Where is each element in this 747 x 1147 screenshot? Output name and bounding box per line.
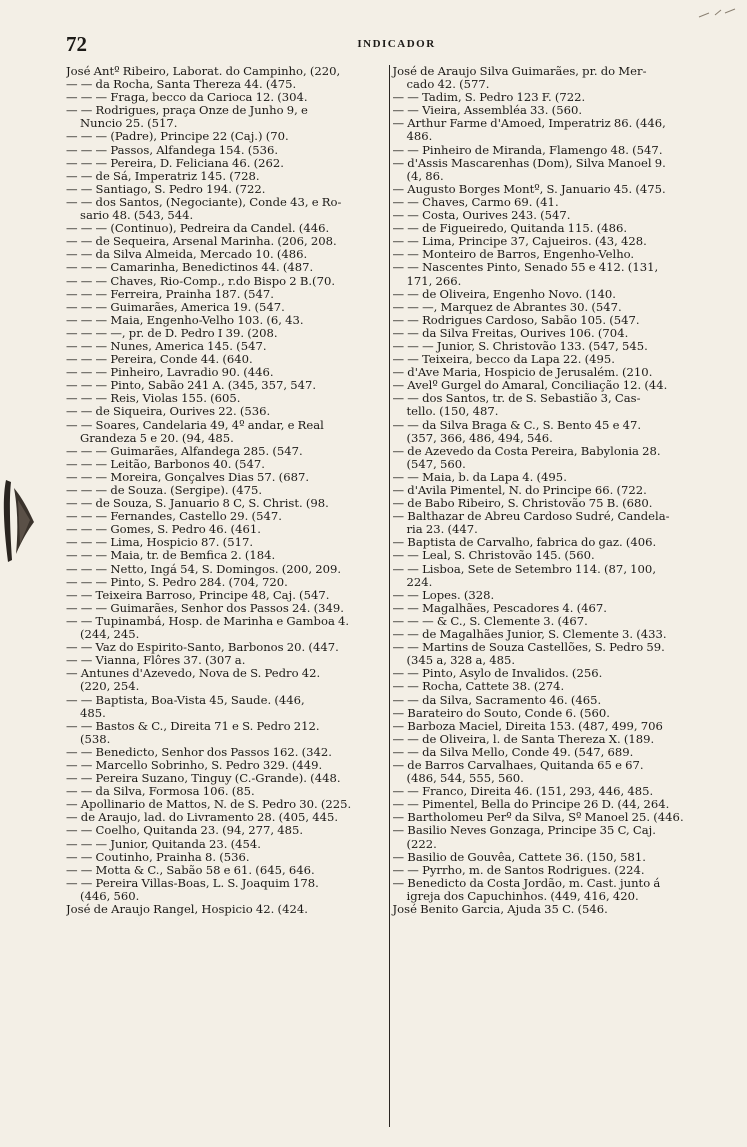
directory-entry: — — de Sequeira, Arsenal Marinha. (206, 208. <box>66 234 337 249</box>
directory-entry: — — Pereira Suzano, Tinguy (C.-Grande). (448. <box>66 771 341 786</box>
directory-entry: — — Vaz do Espirito-Santo, Barbonos 20. (447. <box>66 640 339 655</box>
directory-entry: — — Costa, Ourives 243. (547. <box>392 208 571 223</box>
directory-entry: — — Lopes. (328. <box>392 587 495 602</box>
directory-entry: José Benito Garcia, Ajuda 35 C. (546. <box>392 902 608 916</box>
directory-entry: — — de Souza, S. Januario 8 C, S. Christ. (98. <box>66 496 329 511</box>
directory-entry: 485. <box>80 705 106 720</box>
directory-entry: — — — Pinto, S. Pedro 284. (704, 720. <box>66 574 288 589</box>
directory-entry: — — Rodrigues Cardoso, Sabão 105. (547. <box>392 312 640 327</box>
directory-entry: cado 42. (577. <box>406 77 490 92</box>
directory-entry: (222. <box>406 836 437 851</box>
directory-entry: — — — Fernandes, Castello 29. (547. <box>66 509 282 524</box>
directory-entry: — — da Silva Braga & C., S. Bento 45 e 47. <box>392 417 642 432</box>
page-header <box>66 32 727 58</box>
directory-columns <box>66 65 740 1135</box>
directory-entry: (4, 86. <box>406 168 444 183</box>
directory-entry: — d'Ave Maria, Hospicio de Jerusalém. (210. <box>392 365 653 380</box>
directory-entry: — — — Ferreira, Prainha 187. (547. <box>66 286 274 301</box>
directory-entry: — — — Chaves, Rio-Comp., r.do Bispo 2 B.(70. <box>66 273 336 288</box>
directory-entry: — Baptista de Carvalho, fabrica do gaz. (406. <box>392 535 657 550</box>
directory-entry: — — Coutinho, Prainha 8. (536. <box>66 849 250 864</box>
directory-entry: — — — (Padre), Principe 22 (Caj.) (70. <box>66 129 289 144</box>
directory-entry: — — — Maia, Engenho-Velho 103. (6, 43. <box>66 312 304 327</box>
directory-entry: (244, 245. <box>80 627 140 642</box>
directory-entry: — — de Oliveira, l. de Santa Thereza X. (189. <box>392 731 655 746</box>
directory-entry: — Apollinario de Mattos, N. de S. Pedro 30. (225. <box>66 797 352 812</box>
page-corner-scuff <box>697 6 737 20</box>
directory-entry: — — Pinto, Asylo de Invalidos. (256. <box>392 666 603 681</box>
directory-entry: — — Vianna, Flôres 37. (307 a. <box>66 653 246 668</box>
directory-entry: — — Coelho, Quitanda 23. (94, 277, 485. <box>66 823 304 838</box>
directory-entry: — — de Oliveira, Engenho Novo. (140. <box>392 286 616 301</box>
right-column <box>390 65 740 1135</box>
directory-entry: (538. <box>80 731 111 746</box>
directory-entry: — — Rocha, Cattete 38. (274. <box>392 679 565 694</box>
directory-entry: — — da Silva Almeida, Mercado 10. (486. <box>66 247 308 262</box>
directory-entry: — — Bastos & C., Direita 71 e S. Pedro 212. <box>66 718 320 733</box>
directory-entry: — — Soares, Candelaria 49, 4º andar, e Real <box>66 417 324 432</box>
directory-entry: José de Araujo Silva Guimarães, pr. do Mer- <box>392 65 647 78</box>
directory-entry: — — Tadim, S. Pedro 123 F. (722. <box>392 90 586 105</box>
directory-entry: — — — Junior, S. Christovão 133. (547, 545. <box>392 338 648 353</box>
directory-entry: Grandeza 5 e 20. (94, 485. <box>80 430 234 445</box>
directory-entry: (345 a, 328 a, 485. <box>406 653 516 668</box>
running-head: INDICADOR <box>357 38 436 50</box>
directory-entry: — — de Sá, Imperatriz 145. (728. <box>66 168 260 183</box>
directory-entry: — Basilio Neves Gonzaga, Principe 35 C, Caj. <box>392 823 656 838</box>
directory-entry: tello. (150, 487. <box>406 404 499 419</box>
directory-entry: — — Tupinambá, Hosp. de Marinha e Gamboa 4. <box>66 613 350 628</box>
directory-entry: igreja dos Capuchinhos. (449, 416, 420. <box>406 888 639 903</box>
directory-entry: 486. <box>406 129 433 144</box>
ink-blot-mark <box>0 470 40 570</box>
directory-entry: — — Pyrrho, m. de Santos Rodrigues. (224. <box>392 862 645 877</box>
directory-entry: — d'Assis Mascarenhas (Dom), Silva Manoel 9. <box>392 155 666 170</box>
directory-entry: — — dos Santos, (Negociante), Conde 43, e Ro- <box>66 194 342 209</box>
directory-entry: — — da Rocha, Santa Thereza 44. (475. <box>66 77 297 92</box>
directory-entry: — — Magalhães, Pescadores 4. (467. <box>392 600 607 615</box>
directory-entry: — — — Pereira, Conde 44. (640. <box>66 352 253 367</box>
directory-entry: — — de Magalhães Junior, S. Clemente 3. (433. <box>392 627 667 642</box>
directory-entry: — — Teixeira, becco da Lapa 22. (495. <box>392 352 615 367</box>
directory-entry: — — da Silva, Sacramento 46. (465. <box>392 692 602 707</box>
directory-entry: — — Teixeira Barroso, Principe 48, Caj. (547. <box>66 587 330 602</box>
directory-entry: — — — Junior, Quitanda 23. (454. <box>66 836 261 851</box>
directory-entry: — — Pereira Villas-Boas, L. S. Joaquim 178. <box>66 875 319 890</box>
directory-entry: — — Pimentel, Bella do Principe 26 D. (44, 264. <box>392 797 670 812</box>
page-number: 72 <box>66 32 87 56</box>
directory-entry: — — — Leitão, Barbonos 40. (547. <box>66 456 265 471</box>
directory-entry: — — Nascentes Pinto, Senado 55 e 412. (131, <box>392 260 659 275</box>
directory-entry: — — — Guimarães, Alfandega 285. (547. <box>66 443 303 458</box>
directory-entry: — — — —, pr. de D. Pedro I 39. (208. <box>66 325 278 340</box>
directory-entry: — — — Camarinha, Benedictinos 44. (487. <box>66 260 314 275</box>
directory-entry: sario 48. (543, 544. <box>80 208 194 223</box>
directory-entry: — — Marcello Sobrinho, S. Pedro 329. (449. <box>66 757 323 772</box>
directory-entry: — — — Moreira, Gonçalves Dias 57. (687. <box>66 469 310 484</box>
directory-entry: — — — Fraga, becco da Carioca 12. (304. <box>66 90 308 105</box>
directory-entry: (446, 560. <box>80 888 140 903</box>
directory-entry: — — — (Continuo), Pedreira da Candel. (446. <box>66 221 330 236</box>
directory-entry: — — — Pinheiro, Lavradio 90. (446. <box>66 365 274 380</box>
directory-entry: — — — Gomes, S. Pedro 46. (461. <box>66 522 261 537</box>
directory-entry: — — Monteiro de Barros, Engenho-Velho. <box>392 247 635 262</box>
directory-entry: — Basilio de Gouvêa, Cattete 36. (150, 581. <box>392 849 646 864</box>
directory-entry: — Antunes d'Azevedo, Nova de S. Pedro 42. <box>66 666 321 681</box>
directory-entry: — — Lisboa, Sete de Setembro 114. (87, 100, <box>392 561 656 576</box>
directory-entry: — — — Guimarães, Senhor dos Passos 24. (349. <box>66 600 344 615</box>
directory-entry: — — — Guimarães, America 19. (547. <box>66 299 285 314</box>
directory-entry: Nuncio 25. (517. <box>80 116 178 131</box>
directory-entry: — — —, Marquez de Abrantes 30. (547. <box>392 299 622 314</box>
directory-entry: — — — Passos, Alfandega 154. (536. <box>66 142 279 157</box>
directory-entry: — — — Pinto, Sabão 241 A. (345, 357, 547. <box>66 378 317 393</box>
directory-entry: — — Chaves, Carmo 69. (41. <box>392 194 559 209</box>
directory-entry: — — Baptista, Boa-Vista 45, Saude. (446, <box>66 692 305 707</box>
directory-entry: (220, 254. <box>80 679 140 694</box>
directory-entry: — de Babo Ribeiro, S. Christovão 75 B. (680. <box>392 496 653 511</box>
directory-entry: — — — Pereira, D. Feliciana 46. (262. <box>66 155 284 170</box>
directory-entry: — Bartholomeu Perº da Silva, Sº Manoel 25. (446. <box>392 810 684 825</box>
left-column <box>66 65 389 1135</box>
directory-entry: — Barateiro do Souto, Conde 6. (560. <box>392 705 610 720</box>
directory-entry: — — da Silva Mello, Conde 49. (547, 689. <box>392 744 634 759</box>
directory-entry: ria 23. (447. <box>406 522 478 537</box>
directory-entry: José de Araujo Rangel, Hospicio 42. (424. <box>66 902 308 916</box>
directory-entry: — Arthur Farme d'Amoed, Imperatriz 86. (446, <box>392 116 666 131</box>
directory-entry: — de Barros Carvalhaes, Quitanda 65 e 67. <box>392 757 644 772</box>
directory-entry: — — Benedicto, Senhor dos Passos 162. (342. <box>66 744 332 759</box>
directory-entry: — — — Nunes, America 145. (547. <box>66 338 267 353</box>
directory-entry: — — Santiago, S. Pedro 194. (722. <box>66 181 266 196</box>
directory-entry: — Balthazar de Abreu Cardoso Sudré, Candela- <box>392 509 670 524</box>
directory-entry: — — Martins de Souza Castellões, S. Pedro 59. <box>392 640 665 655</box>
directory-entry: — Avelº Gurgel do Amaral, Conciliação 12. (44. <box>392 378 668 393</box>
directory-entry: — — Franco, Direita 46. (151, 293, 446, 485. <box>392 784 654 799</box>
directory-entry: — — — Maia, tr. de Bemfica 2. (184. <box>66 548 276 563</box>
directory-entry: — — Pinheiro de Miranda, Flamengo 48. (547. <box>392 142 663 157</box>
directory-entry: — — Lima, Principe 37, Cajueiros. (43, 428. <box>392 234 647 249</box>
directory-entry: — — da Silva Freitas, Ourives 106. (704. <box>392 325 629 340</box>
directory-entry: — — Vieira, Assembléa 33. (560. <box>392 103 583 118</box>
directory-entry: — de Azevedo da Costa Pereira, Babylonia 28. <box>392 443 661 458</box>
directory-entry: — — de Figueiredo, Quitanda 115. (486. <box>392 221 628 236</box>
directory-entry: — Augusto Borges Montº, S. Januario 45. (475. <box>392 181 666 196</box>
directory-entry: (357, 366, 486, 494, 546. <box>406 430 553 445</box>
directory-entry: — — Motta & C., Sabão 58 e 61. (645, 646. <box>66 862 315 877</box>
directory-entry: — — — Lima, Hospicio 87. (517. <box>66 535 254 550</box>
directory-entry: — — da Silva, Formosa 106. (85. <box>66 784 255 799</box>
directory-entry: — — Maia, b. da Lapa 4. (495. <box>392 469 567 484</box>
directory-entry: — Benedicto da Costa Jordão, m. Cast. junto á <box>392 875 661 890</box>
directory-entry: — — — de Souza. (Sergipe). (475. <box>66 483 263 497</box>
directory-entry: — — de Siqueira, Ourives 22. (536. <box>66 404 271 419</box>
directory-entry: — d'Avila Pimentel, N. do Principe 66. (722. <box>392 483 647 497</box>
directory-entry: José Antº Ribeiro, Laborat. do Campinho, (220, <box>66 65 341 78</box>
directory-entry: — — Rodrigues, praça Onze de Junho 9, e <box>66 103 308 118</box>
directory-entry: — — — Netto, Ingá 54, S. Domingos. (200, 209. <box>66 561 342 576</box>
directory-entry: — Barboza Maciel, Direita 153. (487, 499, 706 <box>392 718 663 733</box>
directory-entry: (486, 544, 555, 560. <box>406 771 524 786</box>
directory-entry: — — — & C., S. Clemente 3. (467. <box>392 613 588 628</box>
directory-entry: — — — Reis, Violas 155. (605. <box>66 391 241 406</box>
directory-entry: 224. <box>406 574 433 589</box>
directory-entry: 171, 266. <box>406 273 462 288</box>
directory-entry: — — Leal, S. Christovão 145. (560. <box>392 548 595 563</box>
directory-entry: — de Araujo, lad. do Livramento 28. (405, 445. <box>66 810 339 825</box>
directory-entry: (547, 560. <box>406 456 466 471</box>
directory-entry: — — dos Santos, tr. de S. Sebastião 3, Cas- <box>392 391 641 406</box>
